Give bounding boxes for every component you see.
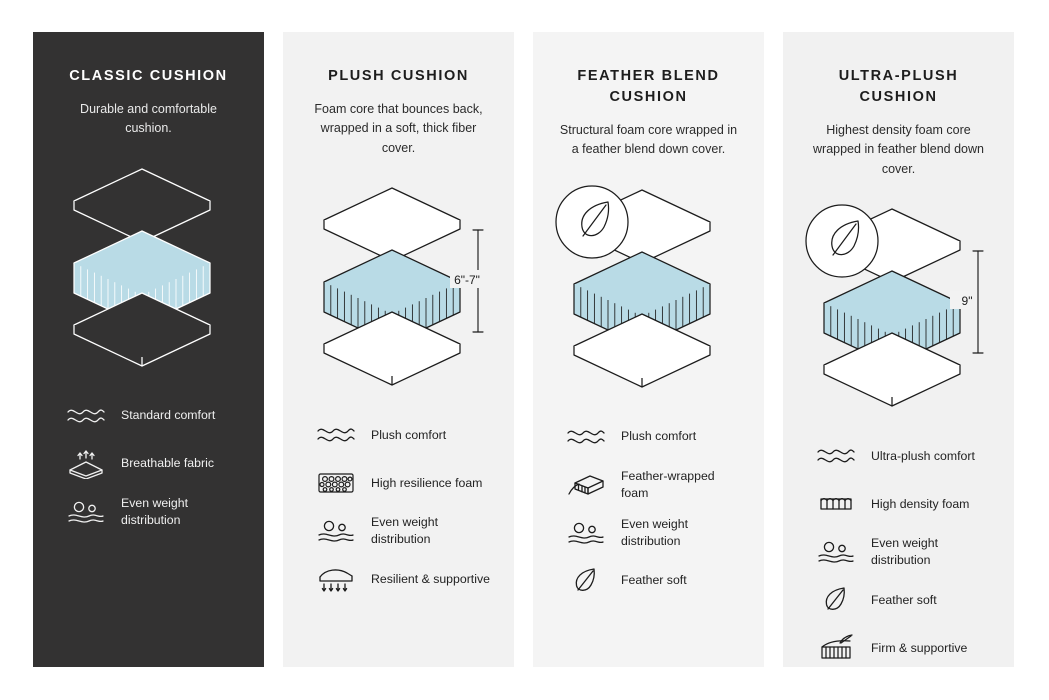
feature-label: Feather-wrapped foam (621, 468, 715, 500)
feature-label: Even weight distribution (371, 514, 438, 547)
feature-label: Standard comfort (121, 408, 216, 423)
feature-item (565, 510, 742, 556)
breathable-fabric-icon (65, 447, 107, 481)
even-weight-icon (315, 514, 357, 548)
feature-label: Feather soft (871, 592, 937, 607)
card-title: ULTRA-PLUSH CUSHION (838, 68, 959, 106)
card-description: Highest density foam core wrapped in feather blend down cover. (813, 123, 984, 176)
feature-list (55, 393, 242, 535)
feature-label: Even weight distribution (121, 495, 188, 527)
feature-label: Plush comfort (371, 427, 447, 442)
feature-item (565, 462, 742, 508)
wave-comfort-icon (65, 399, 107, 433)
feature-label: High density foam (871, 496, 970, 511)
resilient-support-icon (315, 562, 357, 596)
wave-comfort-icon (315, 418, 357, 452)
feature-item (315, 412, 492, 458)
honeycomb-foam-icon (315, 466, 357, 500)
even-weight-icon (815, 535, 857, 569)
exploded-cushion-diagram (555, 174, 742, 406)
card-description: Foam core that bounces back, wrapped in a soft, thick fiber cover. (314, 102, 483, 155)
feature-item (565, 414, 742, 460)
exploded-cushion-diagram (55, 153, 242, 385)
feature-item (315, 556, 492, 602)
leaf-icon (565, 564, 607, 598)
feature-label: Breathable fabric (121, 456, 214, 471)
svg-text:9": 9" (961, 294, 973, 309)
cushion-card-plush-cushion[interactable] (283, 32, 514, 667)
feature-item (815, 481, 992, 527)
feature-item (315, 508, 492, 554)
feature-item (815, 529, 992, 575)
wave-comfort-icon (815, 439, 857, 473)
feature-label: Firm & supportive (871, 640, 968, 655)
feature-label: Feather soft (621, 573, 687, 588)
card-title: CLASSIC CUSHION (69, 68, 228, 84)
feature-list (305, 412, 492, 602)
feature-item (65, 441, 242, 487)
wave-comfort-icon (565, 420, 607, 454)
high-density-foam-icon (815, 487, 857, 521)
feature-item (815, 433, 992, 479)
feature-label: Ultra-plush comfort (871, 448, 975, 463)
cushion-card-feather-blend-cushion[interactable] (533, 32, 764, 667)
feature-label: Even weight distribution (871, 535, 938, 568)
exploded-cushion-diagram (805, 193, 992, 425)
card-description: Structural foam core wrapped in a feather blend down cover. (559, 123, 738, 157)
cushion-card-classic-cushion[interactable] (33, 32, 264, 667)
feature-list (805, 433, 992, 671)
feature-label: Resilient & supportive (371, 571, 490, 586)
feature-item (815, 625, 992, 671)
cushion-card-ultra-plush-cushion[interactable] (783, 32, 1014, 667)
leaf-icon (815, 583, 857, 617)
even-weight-icon (565, 516, 607, 550)
feature-item (65, 393, 242, 439)
feature-item (315, 460, 492, 506)
feature-label: Plush comfort (621, 429, 697, 444)
feature-item (565, 558, 742, 604)
card-description: Durable and comfortable cushion. (80, 102, 217, 136)
feature-list (555, 414, 742, 604)
feature-label: High resilience foam (371, 475, 483, 490)
feature-item (65, 489, 242, 535)
feature-label: Even weight distribution (621, 516, 688, 548)
firm-support-icon (815, 631, 857, 665)
exploded-cushion-diagram (305, 172, 492, 404)
card-title: FEATHER BLEND CUSHION (577, 68, 720, 106)
feature-item (815, 577, 992, 623)
card-title: PLUSH CUSHION (328, 68, 469, 84)
even-weight-icon (65, 495, 107, 529)
svg-text:6"-7": 6"-7" (454, 273, 480, 288)
feather-wrapped-foam-icon (565, 468, 607, 502)
